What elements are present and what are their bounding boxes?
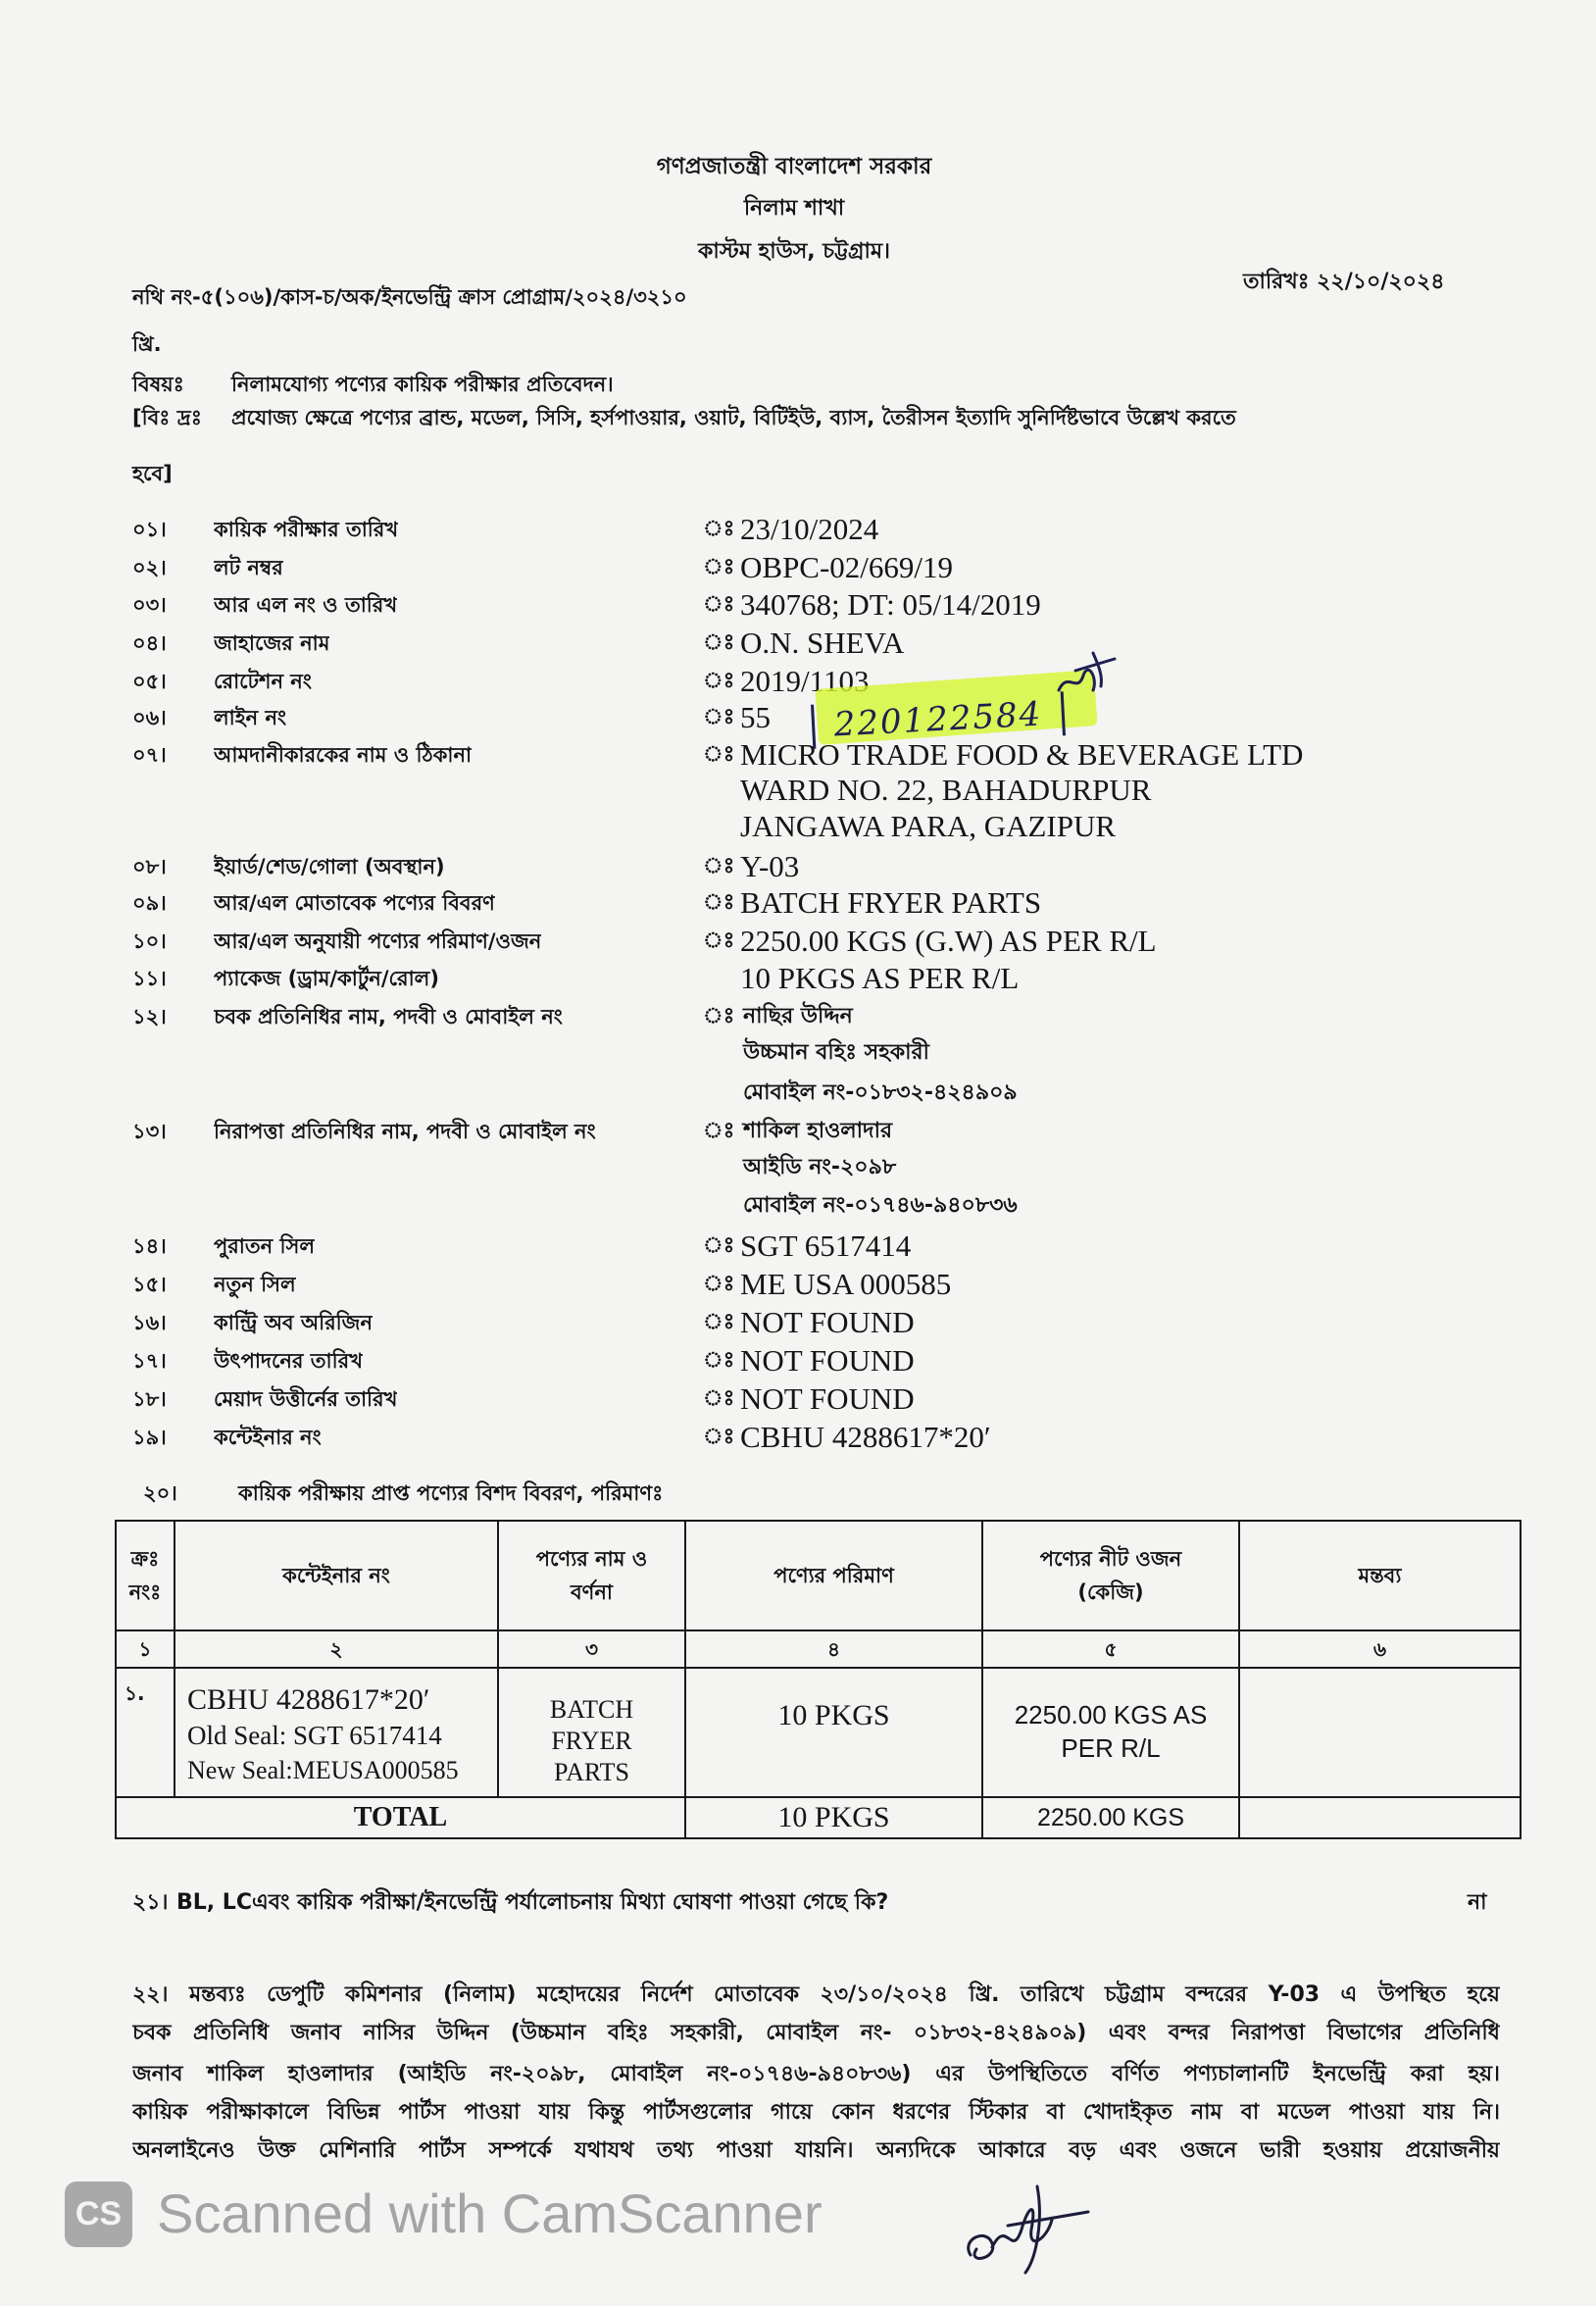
item-row-11	[0, 961, 1596, 996]
goods-line: PARTS	[554, 1758, 629, 1786]
item-value: OBPC-02/669/19	[740, 550, 954, 584]
item-number: ১৮।	[132, 1387, 167, 1411]
column-number: ৩	[498, 1630, 685, 1668]
item-number: ১৯।	[132, 1426, 167, 1449]
item-separator: ঃ	[703, 555, 735, 579]
item-separator: ঃ	[703, 1425, 735, 1449]
total-net-weight: 2250.00 KGS	[982, 1797, 1239, 1838]
item-number: ১৪।	[132, 1234, 167, 1258]
item-row-14	[0, 1228, 1596, 1264]
item-label: ইয়ার্ড/শেড/গোলা (অবস্থান)	[214, 855, 445, 878]
item-separator: ঃ	[703, 517, 735, 541]
item-label: পুরাতন সিল	[214, 1234, 316, 1258]
item-row-08	[0, 849, 1596, 884]
item-value: Y-03	[740, 849, 800, 883]
handwritten-number: 220122584	[811, 691, 1066, 748]
item-separator: ঃ	[703, 1119, 735, 1143]
item-number: ০৪।	[132, 631, 167, 655]
item-row-04	[0, 626, 1596, 661]
item-value: 340768; DT: 05/14/2019	[740, 587, 1041, 622]
item-value: MICRO TRADE FOOD & BEVERAGE LTD	[740, 737, 1304, 772]
q22-line-1	[132, 1976, 1500, 2014]
item-row-07-line-3	[0, 809, 1596, 844]
item-value: O.N. SHEVA	[740, 626, 905, 660]
item-label: উৎপাদনের তারিখ	[214, 1349, 363, 1373]
item-label: লাইন নং	[214, 706, 287, 729]
total-label: TOTAL	[116, 1797, 685, 1838]
new-seal: New Seal:MEUSA000585	[187, 1756, 459, 1784]
header-text: পণ্যের নীট ওজন	[1039, 1547, 1182, 1571]
item-value: আইডি নং-২০৯৮	[743, 1155, 897, 1179]
item-separator: ঃ	[703, 890, 735, 915]
item-separator: ঃ	[703, 928, 735, 953]
net-weight-line: PER R/L	[1061, 1733, 1161, 1763]
item-value: নাছির উদ্দিন	[743, 1004, 853, 1028]
item-label: জাহাজের নাম	[214, 631, 330, 655]
item-row-12-line-2	[0, 1035, 1596, 1071]
total-quantity: 10 PKGS	[685, 1797, 982, 1838]
item-separator: ঃ	[703, 1233, 735, 1258]
item-separator: ঃ	[703, 1348, 735, 1373]
item-row-12	[0, 999, 1596, 1034]
q22-number: ২২।	[132, 1982, 169, 2007]
header-text: ক্রঃ	[130, 1547, 160, 1571]
header-text: (কেজি)	[1077, 1580, 1144, 1604]
header-serial	[116, 1521, 175, 1630]
q22-line-4: কায়িক পরীক্ষাকালে বিভিন্ন পার্টস পাওয়া যায় কিন্তু পার্টসগুলোর গায়ে কোন ধরণের স্টিকার বা খোদাইকৃত নাম বা মডেল পাওয়া যায় নি।	[132, 2100, 1500, 2125]
column-number: ৬	[1239, 1630, 1521, 1668]
container-number: CBHU 4288617*20′	[187, 1683, 430, 1716]
item-value: BATCH FRYER PARTS	[740, 885, 1042, 920]
header-net-weight	[982, 1521, 1239, 1630]
header-goods	[498, 1521, 685, 1630]
item-row-01	[0, 512, 1596, 547]
item-label: কন্টেইনার নং	[214, 1426, 322, 1449]
item-label: আর এল নং ও তারিখ	[214, 593, 398, 617]
document-date: তারিখঃ ২২/১০/২০২৪	[1243, 270, 1445, 294]
old-seal: Old Seal: SGT 6517414	[187, 1721, 442, 1750]
row-remarks	[1239, 1668, 1521, 1797]
initial-mark	[1054, 649, 1122, 700]
item-number: ১৭।	[132, 1349, 167, 1373]
section-20-label: কায়িক পরীক্ষায় প্রাপ্ত পণ্যের বিশদ বিবরণ, পরিমাণঃ	[238, 1481, 664, 1505]
item-row-15	[0, 1267, 1596, 1302]
item-value: WARD NO. 22, BAHADURPUR	[740, 773, 1152, 807]
item-value: উচ্চমান বহিঃ সহকারী	[743, 1040, 929, 1065]
item-separator: ঃ	[703, 1310, 735, 1334]
item-label: আর/এল অনুযায়ী পণ্যের পরিমাণ/ওজন	[214, 929, 542, 953]
item-row-20	[0, 1476, 1596, 1511]
item-row-16	[0, 1305, 1596, 1340]
q21-answer: না	[1468, 1890, 1487, 1915]
item-row-03	[0, 587, 1596, 623]
item-value: 2250.00 KGS (G.W) AS PER R/L	[740, 924, 1157, 958]
item-number: ১৫।	[132, 1273, 167, 1296]
signature	[953, 2169, 1095, 2279]
item-row-06	[0, 700, 1596, 735]
header-text: নংঃ	[128, 1580, 162, 1604]
camscanner-watermark: Scanned with CamScanner	[157, 2182, 823, 2244]
item-label: লট নম্বর	[214, 556, 283, 579]
column-number: ৫	[982, 1630, 1239, 1668]
item-value: মোবাইল নং-০১৭৪৬-৯৪০৮৩৬	[743, 1193, 1018, 1218]
subject-text: নিলামযোগ্য পণ্যের কায়িক পরীক্ষার প্রতিবেদন।	[231, 373, 614, 396]
row-container	[175, 1668, 498, 1797]
item-number: ১১।	[132, 967, 167, 990]
goods-table	[115, 1520, 1521, 1839]
q22-line-2: চবক প্রতিনিধি জনাব নাসির উদ্দিন (উচ্চমান বহিঃ সহকারী, মোবাইল নং- ০১৮৩২-৪২৪৯০৯) এবং বন্দর নিরাপত্তা বিভাগের প্রতিনিধি	[132, 2021, 1500, 2045]
item-number: ১২।	[132, 1005, 167, 1028]
header-text: কন্টেইনার নং	[282, 1564, 390, 1587]
column-number: ১	[116, 1630, 175, 1668]
govt-title: গণপ্রজাতন্ত্রী বাংলাদেশ সরকার	[656, 154, 932, 179]
item-row-10	[0, 924, 1596, 959]
item-number: ০৩।	[132, 593, 167, 617]
item-row-02	[0, 550, 1596, 585]
office-title: কাস্টম হাউস, চট্টগ্রাম।	[698, 239, 890, 264]
item-separator: ঃ	[703, 742, 735, 767]
q21-number: ২১।	[132, 1890, 169, 1915]
item-separator: ঃ	[703, 1386, 735, 1411]
item-separator: ঃ	[703, 669, 735, 693]
item-label: চবক প্রতিনিধির নাম, পদবী ও মোবাইল নং	[214, 1005, 563, 1028]
goods-line: BATCH	[549, 1695, 634, 1724]
item-value: 23/10/2024	[740, 512, 879, 546]
section-title: নিলাম শাখা	[743, 196, 845, 221]
q22-label: মন্তব্যঃ	[188, 1982, 246, 2007]
item-row-05	[0, 664, 1596, 699]
table-row	[116, 1668, 1521, 1797]
item-value: মোবাইল নং-০১৮৩২-৪২৪৯০৯	[743, 1080, 1018, 1105]
item-row-17	[0, 1343, 1596, 1379]
item-separator: ঃ	[703, 705, 735, 729]
q22-text: ডেপুটি কমিশনার (নিলাম) মহোদয়ের নির্দেশ মোতাবেক ২৩/১০/২০২৪ খ্রি. তারিখে চট্টগ্রাম বন্দরের Y-03 এ উপস্থিত হয়ে	[267, 1982, 1500, 2007]
column-number: ৪	[685, 1630, 982, 1668]
item-separator: ঃ	[703, 854, 735, 878]
item-label: নিরাপত্তা প্রতিনিধির নাম, পদবী ও মোবাইল নং	[214, 1120, 596, 1143]
item-separator: ঃ	[703, 1004, 735, 1028]
goods-line: FRYER	[551, 1727, 632, 1755]
item-number: ০৮।	[132, 855, 167, 878]
item-value: 2019/1103	[740, 664, 870, 698]
item-label: নতুন সিল	[214, 1273, 296, 1296]
header-container	[175, 1521, 498, 1630]
item-label: আর/এল মোতাবেক পণ্যের বিবরণ	[214, 891, 495, 915]
row-serial: ১.	[116, 1668, 175, 1797]
table-column-number-row	[116, 1630, 1521, 1668]
net-weight-line: 2250.00 KGS AS	[1014, 1700, 1208, 1730]
item-number: ০৫।	[132, 670, 167, 693]
item-label: কান্ট্রি অব অরিজিন	[214, 1311, 374, 1334]
item-number: ০৬।	[132, 706, 167, 729]
subject-label: বিষয়ঃ	[132, 373, 184, 396]
camscanner-logo: CS	[65, 2181, 132, 2247]
header-text: পণ্যের নাম ও	[535, 1547, 648, 1571]
item-value: SGT 6517414	[740, 1228, 912, 1263]
item-row-19	[0, 1420, 1596, 1455]
item-number: ০১।	[132, 518, 167, 541]
item-row-07-line-2	[0, 773, 1596, 808]
item-value: শাকিল হাওলাদার	[743, 1119, 893, 1143]
header-text: মন্তব্য	[1358, 1564, 1402, 1587]
item-value: ME USA 000585	[740, 1267, 952, 1301]
item-value: NOT FOUND	[740, 1305, 915, 1339]
q21-question: BL, LCএবং কায়িক পরীক্ষা/ইনভেন্ট্রি পর্যালোচনায় মিথ্যা ঘোষণা পাওয়া গেছে কি?	[176, 1890, 889, 1915]
item-separator: ঃ	[703, 630, 735, 655]
q22-line-3: জনাব শাকিল হাওলাদার (আইডি নং-২০৯৮, মোবাইল নং-০১৭৪৬-৯৪০৮৩৬) এর উপস্থিতিতে বর্ণিত পণ্যচালানটি ইনভেন্ট্রি করা হয়।	[132, 2062, 1500, 2086]
item-number: ০৭।	[132, 743, 167, 767]
item-number: ২০।	[143, 1481, 177, 1505]
item-row-09	[0, 885, 1596, 921]
item-label: কায়িক পরীক্ষার তারিখ	[214, 518, 399, 541]
header-quantity	[685, 1521, 982, 1630]
q22-line-5: অনলাইনেও উক্ত মেশিনারি পার্টস সম্পর্কে যথাযথ তথ্য পাওয়া যায়নি। অন্যদিকে আকারে বড় এবং ওজনে ভারী হওয়ায় প্রয়োজনীয়	[132, 2138, 1500, 2163]
item-number: ০২।	[132, 556, 167, 579]
note-continuation: হবে]	[132, 462, 173, 485]
item-row-07	[0, 737, 1596, 773]
item-value: JANGAWA PARA, GAZIPUR	[740, 809, 1117, 843]
table-total-row	[116, 1797, 1521, 1838]
item-separator: ঃ	[703, 592, 735, 617]
item-value: 55	[740, 700, 771, 734]
note-label: [বিঃ দ্রঃ	[132, 406, 202, 429]
item-number: ১৩।	[132, 1120, 167, 1143]
row-quantity: 10 PKGS	[685, 1668, 982, 1797]
item-number: ০৯।	[132, 891, 167, 915]
khri-suffix: খ্রি.	[132, 332, 162, 356]
header-text: বর্ণনা	[570, 1580, 613, 1604]
item-value: NOT FOUND	[740, 1343, 915, 1378]
table-header-row	[116, 1521, 1521, 1630]
item-separator: ঃ	[703, 1272, 735, 1296]
header-text: পণ্যের পরিমাণ	[773, 1564, 894, 1587]
item-row-18	[0, 1381, 1596, 1417]
item-number: ১৬।	[132, 1311, 167, 1334]
item-label: আমদানীকারকের নাম ও ঠিকানা	[214, 743, 473, 767]
row-net-weight	[982, 1668, 1239, 1797]
item-row-13-line-2	[0, 1150, 1596, 1185]
item-label: প্যাকেজ (ড্রাম/কার্টুন/রোল)	[214, 967, 439, 990]
item-label: রোটেশন নং	[214, 670, 312, 693]
header-remarks	[1239, 1521, 1521, 1630]
row-goods	[498, 1668, 685, 1797]
item-row-13	[0, 1114, 1596, 1149]
item-number: ১০।	[132, 929, 167, 953]
item-value: CBHU 4288617*20′	[740, 1420, 991, 1454]
note-text: প্রযোজ্য ক্ষেত্রে পণ্যের ব্রান্ড, মডেল, সিসি, হর্সপাওয়ার, ওয়াট, বিটিইউ, ব্যাস, তৈরীসন ইত্যাদি সুনির্দিষ্টভাবে উল্লেখ করতে	[231, 406, 1236, 429]
item-value: NOT FOUND	[740, 1381, 915, 1416]
item-row-13-line-3	[0, 1188, 1596, 1224]
item-row-12-line-3	[0, 1076, 1596, 1111]
item-label: মেয়াদ উত্তীর্নের তারিখ	[214, 1387, 398, 1411]
file-number: নথি নং-৫(১০৬)/কাস-চ/অক/ইনভেন্ট্রি ক্রাস প্রোগ্রাম/২০২৪/৩২১০	[132, 285, 687, 309]
item-value: 10 PKGS AS PER R/L	[740, 961, 1020, 995]
column-number: ২	[175, 1630, 498, 1668]
total-remarks	[1239, 1797, 1521, 1838]
